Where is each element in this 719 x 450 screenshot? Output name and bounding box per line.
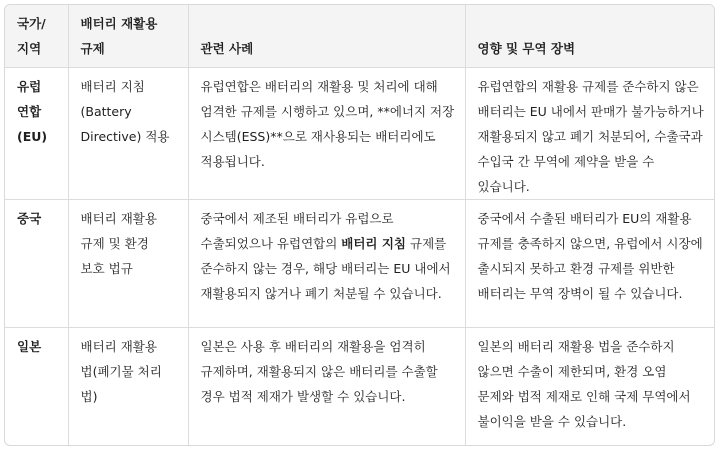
case-china-bold-term: 배터리 지침 bbox=[341, 236, 407, 251]
cell-case bbox=[188, 68, 465, 200]
case-eu: 유럽연합은 배터리의 재활용 및 처리에 대해 엄격한 규제를 시행하고 있으며, **에너지 저장 시스템(ESS)**으로 재사용되는 배터리에도 적용됩니다. bbox=[200, 79, 455, 169]
header-case-label: 관련 사례 bbox=[200, 41, 254, 56]
impact-china: 중국에서 수출된 배터리가 EU의 재활용 규제를 충족하지 않으면, 유럽에서 시장에 출시되지 못하고 환경 규제를 위반한 배터리는 무역 장벽이 될 수 있습니다. bbox=[477, 211, 703, 301]
case-china-text-1: 중국에서 제조된 배터리가 유럽으로 수출되었으나 유럽연합의 bbox=[200, 211, 394, 251]
cell-impact bbox=[465, 328, 715, 446]
impact-japan: 일본의 배터리 재활용 법을 준수하지 않으면 수출이 제한되며, 환경 오염 문제와 법적 제재로 인해 국제 무역에서 불이익을 받을 수 있습니다. bbox=[477, 339, 691, 429]
table-row bbox=[5, 328, 715, 446]
cell-region bbox=[5, 200, 68, 328]
cell-regulation bbox=[68, 68, 188, 200]
header-row bbox=[5, 5, 715, 68]
header-region bbox=[5, 5, 68, 68]
cell-regulation bbox=[68, 200, 188, 328]
comparison-table-container bbox=[4, 4, 715, 446]
header-region-label: 국가/ 지역 bbox=[17, 16, 46, 56]
regulation-japan: 배터리 재활용 법(폐기물 처리 법) bbox=[80, 339, 162, 404]
regulation-china: 배터리 재활용 규제 및 환경 보호 법규 bbox=[80, 211, 157, 276]
table-row bbox=[5, 200, 715, 328]
region-china: 중국 bbox=[17, 211, 42, 226]
cell-case bbox=[188, 200, 465, 328]
impact-eu: 유럽연합의 재활용 규제를 준수하지 않은 배터리는 EU 내에서 판매가 불가능하거나 재활용되지 않고 폐기 처분되어, 수출국과 수입국 간 무역에 제약을 받을 수 있습니다. bbox=[477, 79, 704, 194]
table-row bbox=[5, 68, 715, 200]
case-china-text-2: 규제를 준수하지 않는 경우, 해당 배터리는 EU 내에서 재활용되지 않거나 폐기 처분될 수 있습니다. bbox=[200, 236, 451, 301]
header-regulation-label: 배터리 재활용 규제 bbox=[80, 16, 158, 56]
region-japan: 일본 bbox=[17, 339, 42, 354]
header-case bbox=[188, 5, 465, 68]
cell-region bbox=[5, 68, 68, 200]
cell-impact bbox=[465, 200, 715, 328]
header-impact-label: 영향 및 무역 장벽 bbox=[477, 41, 576, 56]
case-japan: 일본은 사용 후 배터리의 재활용을 엄격히 규제하며, 재활용되지 않은 배터리를 수출할 경우 법적 제재가 발생할 수 있습니다. bbox=[200, 339, 438, 404]
regulation-eu: 배터리 지침 (Battery Directive) 적용 bbox=[80, 79, 170, 144]
battery-recycling-table bbox=[5, 5, 715, 445]
case-china bbox=[201, 211, 451, 301]
header-impact bbox=[465, 5, 715, 68]
region-eu: 유럽 연합 (EU) bbox=[17, 79, 48, 144]
cell-case bbox=[188, 328, 465, 446]
cell-region bbox=[5, 328, 68, 446]
cell-regulation bbox=[68, 328, 188, 446]
cell-impact bbox=[465, 68, 715, 200]
header-regulation bbox=[68, 5, 188, 68]
